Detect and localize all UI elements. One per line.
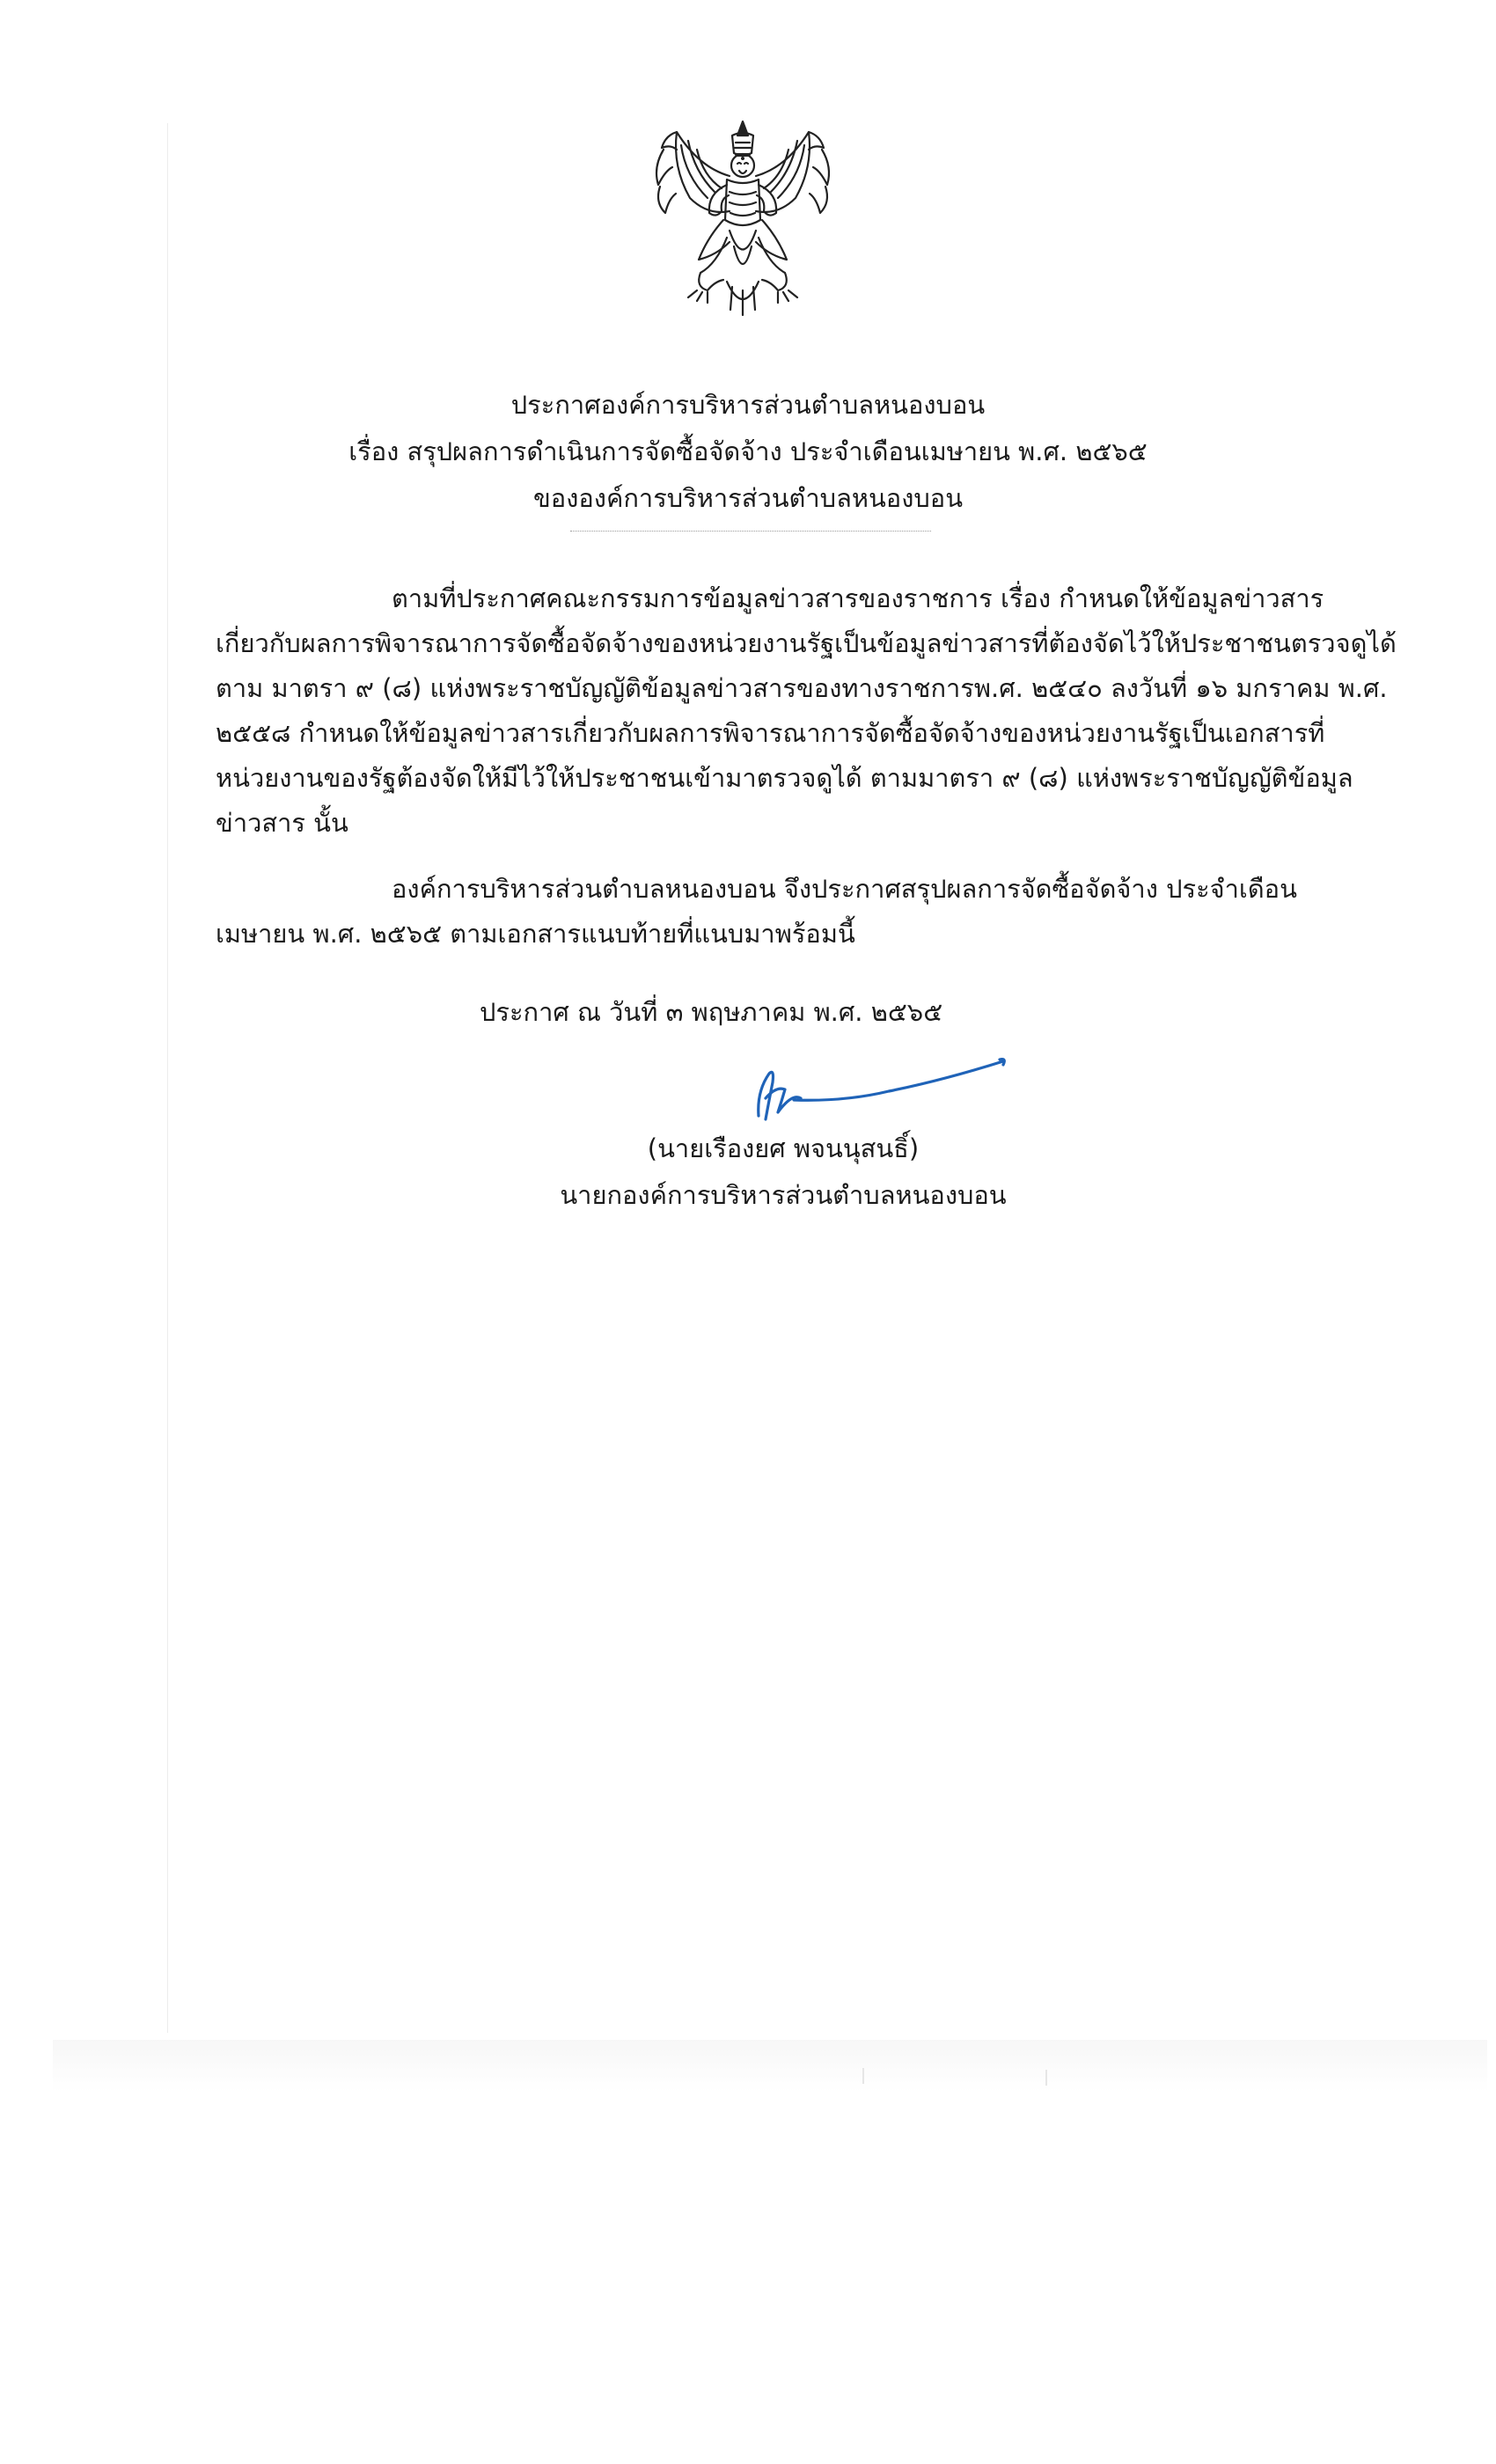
scan-edge-left <box>167 123 168 2033</box>
signatory-title: นายกองค์การบริหารส่วนตำบลหนองบอน <box>560 1180 1007 1210</box>
garuda-emblem-icon <box>646 114 840 321</box>
body-paragraph-1 <box>216 576 1397 846</box>
announcement-title: ประกาศองค์การบริหารส่วนตำบลหนองบอน <box>510 390 986 420</box>
paragraph-line: ตามที่ประกาศคณะกรรมการข้อมูลข่าวสารของราชการ เรื่อง กำหนดให้ข้อมูลข่าวสาร <box>392 583 1324 613</box>
paragraph-line: เมษายน พ.ศ. ๒๕๖๕ ตามเอกสารแนบท้ายที่แนบมาพร้อมนี้ <box>216 919 855 949</box>
paragraph-line: ตาม มาตรา ๙ (๘) แห่งพระราชบัญญัติข้อมูลข่าวสารของทางราชการพ.ศ. ๒๕๔๐ ลงวันที่ ๑๖ มกราคม พ.ศ. <box>216 673 1388 703</box>
paragraph-line: ข่าวสาร นั้น <box>216 808 348 838</box>
body-paragraph-2 <box>216 867 1320 957</box>
scan-speck <box>1045 2070 1047 2086</box>
paragraph-line: องค์การบริหารส่วนตำบลหนองบอน จึงประกาศสรุปผลการจัดซื้อจัดจ้าง ประจำเดือน <box>392 874 1297 904</box>
announcement-date: ประกาศ ณ วันที่ ๓ พฤษภาคม พ.ศ. ๒๕๖๕ <box>480 997 943 1027</box>
scan-edge-bottom <box>53 2040 1487 2093</box>
heading-divider <box>570 531 931 532</box>
paragraph-line: ๒๕๕๘ กำหนดให้ข้อมูลข่าวสารเกี่ยวกับผลการพิจารณาการจัดซื้อจัดจ้างของหน่วยงานรัฐเป็นเอกสารที่ <box>216 718 1325 748</box>
announcement-subject: เรื่อง สรุปผลการดำเนินการจัดซื้อจัดจ้าง ประจำเดือนเมษายน พ.ศ. ๒๕๖๕ <box>348 436 1148 466</box>
signatory-name: (นายเรืองยศ พจนนุสนธิ์) <box>647 1133 920 1163</box>
signature-icon <box>739 1047 1012 1126</box>
scan-speck <box>862 2068 864 2084</box>
paragraph-line: เกี่ยวกับผลการพิจารณาการจัดซื้อจัดจ้างของหน่วยงานรัฐเป็นข้อมูลข่าวสารที่ต้องจัดไว้ให้ประชาชนตรวจดูได้ <box>216 628 1397 658</box>
paragraph-line: หน่วยงานของรัฐต้องจัดให้มีไว้ให้ประชาชนเข้ามาตรวจดูได้ ตามมาตรา ๙ (๘) แห่งพระราชบัญญัติข้อมูล <box>216 763 1353 793</box>
announcement-organization: ขององค์การบริหารส่วนตำบลหนองบอน <box>532 483 964 513</box>
